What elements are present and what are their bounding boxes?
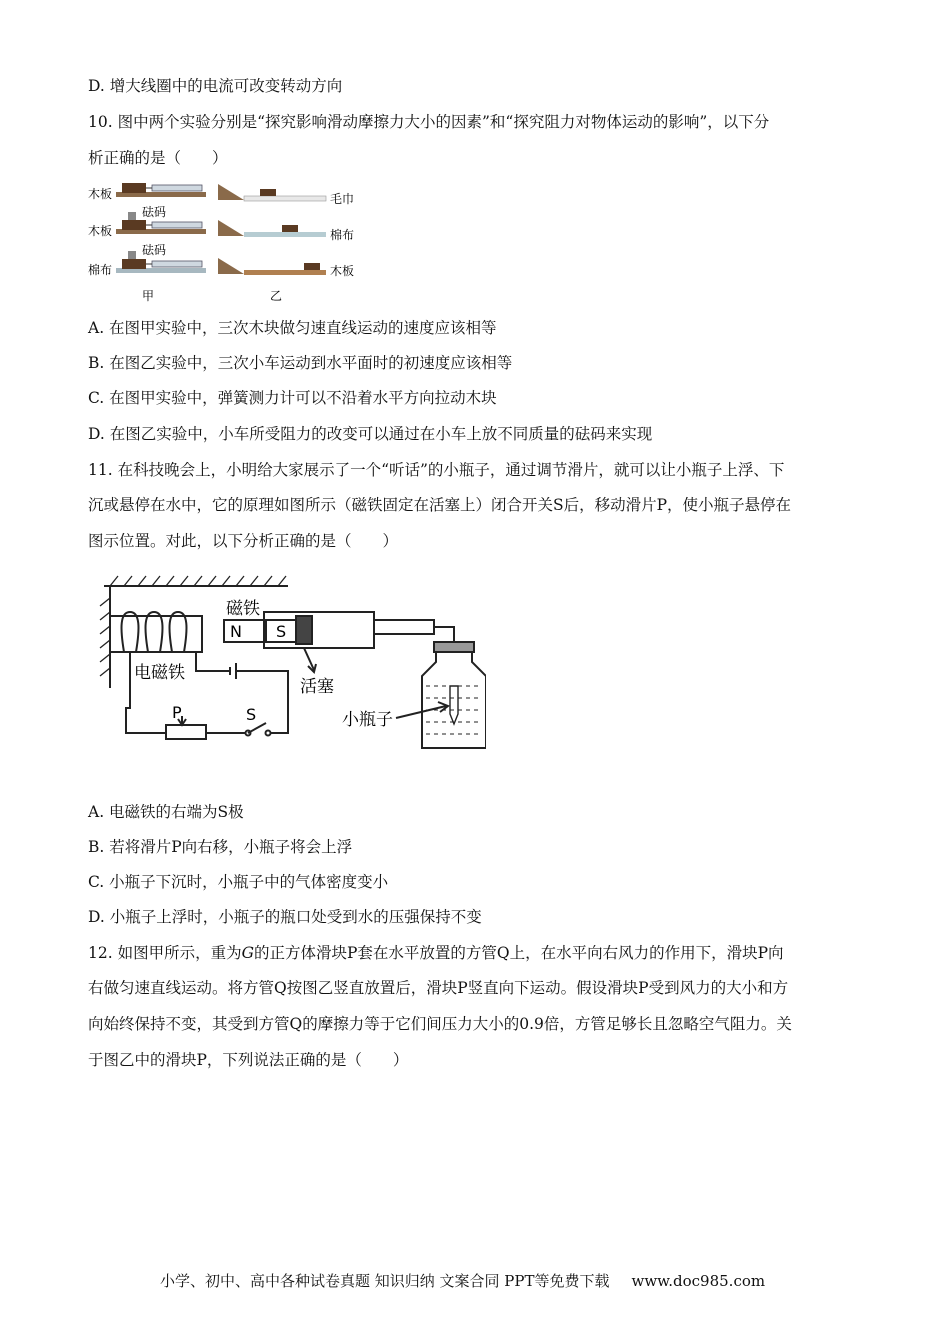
footer-url[interactable]: www.doc985.com [631,1272,766,1290]
q12-stem-line1 [88,943,784,963]
jia-label-1: 木板 [88,187,113,201]
pole-s: S [276,622,287,641]
q12-stem-part-b: 的正方体滑块P套在水平放置的方管Q上，在水平向右风力的作用下，滑块P向 [253,944,784,962]
q11-option-b: B. 若将滑片P向右移，小瓶子将会上浮 [88,838,353,856]
q11-figure [96,568,486,768]
jia-weight-2: 砝码 [142,243,167,257]
caption-jia: 甲 [142,289,155,303]
jia-label-3: 棉布 [88,263,113,277]
yi-label-1: 毛巾 [330,192,355,206]
q10-figure [84,178,374,306]
fig-yi [218,184,354,303]
jia-weight-1: 砝码 [142,205,167,219]
q10-option-c: C. 在图甲实验中，弹簧测力计可以不沿着水平方向拉动木块 [88,389,497,407]
q10-option-d: D. 在图乙实验中，小车所受阻力的改变可以通过在小车上放不同质量的砝码来实现 [88,425,653,443]
yi-label-3: 木板 [330,264,355,278]
q11-option-a: A. 电磁铁的右端为S极 [88,803,244,821]
magnet-label: 磁铁 [226,599,260,619]
fig-jia [88,183,206,303]
q10-option-a: A. 在图甲实验中，三次木块做匀速直线运动的速度应该相等 [88,319,497,337]
q11-option-d: D. 小瓶子上浮时，小瓶子的瓶口处受到水的压强保持不变 [88,908,482,926]
yi-label-2: 棉布 [330,228,355,242]
q11-stem-line3: 图示位置。对此，以下分析正确的是（ ） [88,532,399,550]
q9-option-d: D. 增大线圈中的电流可改变转动方向 [88,77,343,95]
q12-stem-part-a: 12. 如图甲所示，重为 [88,944,242,962]
caption-yi: 乙 [270,289,283,303]
q12-stem-line3: 向始终保持不变，其受到方管Q的摩擦力等于它们间压力大小的0.9倍，方管足够长且忽略空气阻力。关 [88,1015,792,1033]
q11-stem-line1: 11. 在科技晚会上，小明给大家展示了一个“听话”的小瓶子，通过调节滑片，就可以让小瓶子上浮、下 [88,461,785,479]
q11-stem-line2: 沉或悬停在水中，它的原理如图所示（磁铁固定在活塞上）闭合开关S后，移动滑片P，使小瓶子悬停在 [88,496,792,514]
electromagnet-label: 电磁铁 [134,663,185,683]
q10-stem-line2: 析正确的是（ ） [88,149,228,167]
q12-stem-line2: 右做匀速直线运动。将方管Q按图乙竖直放置后，滑块P竖直向下运动。假设滑块P受到风力的大小和方 [88,979,789,997]
slider-label: P [172,703,182,722]
q11-option-c: C. 小瓶子下沉时，小瓶子中的气体密度变小 [88,873,389,891]
q10-stem-line1: 10. 图中两个实验分别是“探究影响滑动摩擦力大小的因素”和“探究阻力对物体运动的影响”，以下分 [88,113,770,131]
q10-option-b: B. 在图乙实验中，三次小车运动到水平面时的初速度应该相等 [88,354,513,372]
q12-stem-line4: 于图乙中的滑块P，下列说法正确的是（ ） [88,1051,409,1069]
pole-n: N [230,622,242,641]
page-footer [160,1270,765,1291]
piston-label: 活塞 [300,677,334,697]
q12-weight-symbol: G [241,944,254,962]
switch-label: S [246,705,257,724]
jia-label-2: 木板 [88,224,113,238]
footer-text: 小学、初中、高中各种试卷真题 知识归纳 文案合同 PPT等免费下载 [160,1272,610,1290]
bottle-label: 小瓶子 [342,710,393,730]
